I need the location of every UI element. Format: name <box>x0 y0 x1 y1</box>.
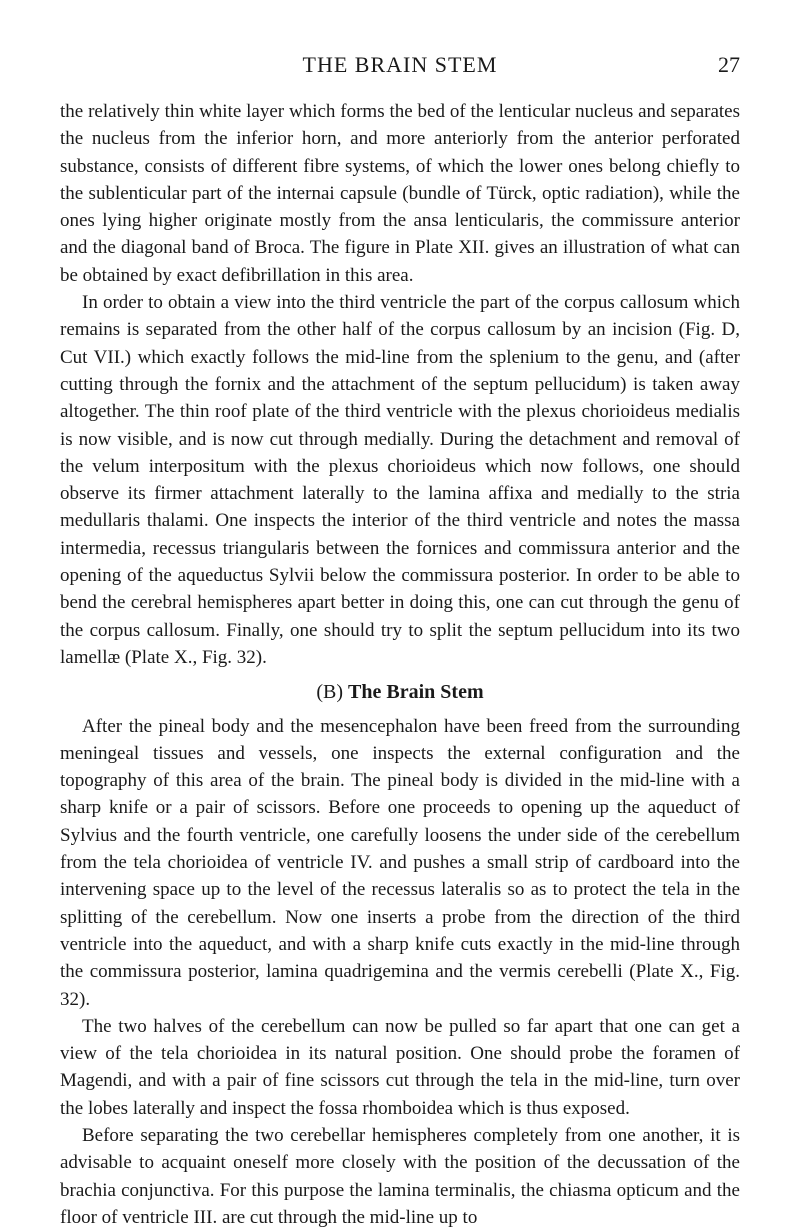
paragraph-2: In order to obtain a view into the third ventricle the part of the corpus callosum which remains is separated from the other half of the corpus callosum by an incision (Fig. D, Cut VII.) which exactly follows the mid-line from the splenium to the genu, and (after cutting through the fornix and the attachment of the septum pellucidum) is taken away altogether. The thin roof plate of the third ventricle with the plexus chorioideus medialis is now visible, and is now cut through medially. During the detachment and removal of the velum interpositum with the plexus chorioideus which now follows, one should observe its firmer attachment laterally to the lamina affixa and medially to the stria medullaris thalami. One inspects the interior of the third ventricle and notes the massa intermedia, recessus triangularis between the fornices and commissura anterior and the opening of the aqueductus Sylvii below the commissura posterior. In order to be able to bend the cerebral hemispheres apart better in doing this, one can cut through the genu of the corpus callosum. Finally, one should try to split the septum pellucidum into its two lamellæ (Plate X., Fig. 32). <box>60 292 740 668</box>
body-text <box>60 98 740 1231</box>
paragraph-3: After the pineal body and the mesencephalon have been freed from the surrounding meningeal tissues and vessels, one inspects the external configuration and the topography of this area of the brain. The pineal body is divided in the mid-line with a sharp knife or a pair of scissors. Before one proceeds to opening up the aqueduct of Sylvius and the fourth ventricle, one carefully loosens the under side of the cerebellum from the tela chorioidea of ventricle IV. and pushes a small strip of cardboard into the intervening space up to the level of the recessus lateralis so as to protect the tela in the splitting of the cerebellum. Now one inserts a probe from the direction of the third ventricle into the aqueduct, and with a sharp knife cuts exactly in the mid-line through the commissura posterior, lamina quadrigemina and the vermis cerebelli (Plate X., Fig. 32). <box>60 715 740 1010</box>
running-head <box>60 52 740 82</box>
section-heading <box>60 679 740 706</box>
paragraph-5: Before separating the two cerebellar hemispheres completely from one another, it is advisable to acquaint oneself more closely with the position of the decussation of the brachia conjunctiva. For this purpose the lamina terminalis, the chiasma opticum and the floor of ventricle III. are cut through the mid-line up to <box>60 1124 740 1228</box>
section-title: The Brain Stem <box>348 681 484 704</box>
running-title: THE BRAIN STEM <box>302 52 498 77</box>
page-number: 27 <box>718 52 740 77</box>
section-letter: (B) <box>316 681 344 704</box>
paragraph-4: The two halves of the cerebellum can now be pulled so far apart that one can get a view of the tela chorioidea in its natural position. One should probe the foramen of Magendi, and with a pair of fine scissors cut through the tela in the mid-line, turn over the lobes laterally and inspect the fossa rhomboidea which is thus exposed. <box>60 1015 740 1119</box>
paragraph-1: the relatively thin white layer which forms the bed of the lenticular nucleus and separates the nucleus from the inferior horn, and more anteriorly from the anterior perforated substance, consists of different fibre systems, of which the lower ones belong chiefly to the sublenticular part of the internai capsule (bundle of Türck, optic radiation), while the ones lying higher originate mostly from the ansa lenticularis, the commissure anterior and the diagonal band of Broca. The figure in Plate XII. gives an illustration of what can be obtained by exact defibrillation in this area. <box>60 101 740 286</box>
